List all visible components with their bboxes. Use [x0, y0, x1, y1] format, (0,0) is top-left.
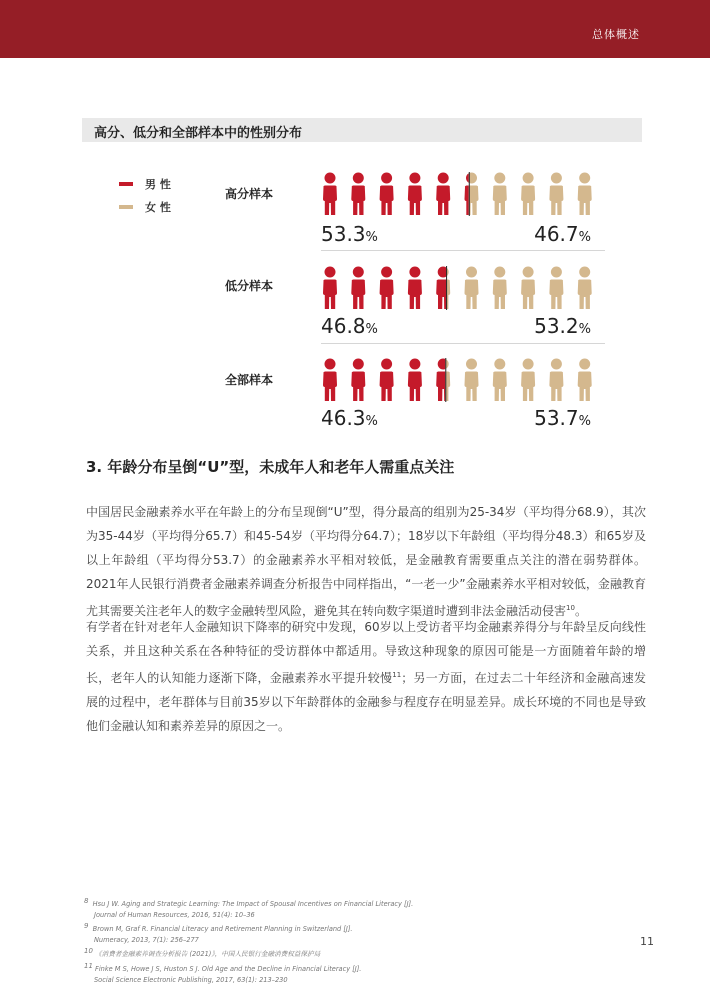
female-percent: 53.2%: [534, 314, 591, 338]
people-icons: [321, 358, 605, 402]
person-icon: [436, 358, 450, 402]
legend-item-male: [119, 172, 171, 195]
footnote-9-cont: Numeracy, 2013, 7(1): 256–277: [94, 936, 199, 945]
footnote-11-cont: Social Science Electronic Publishing, 2017, 63(1): 213–230: [94, 975, 288, 984]
person-icon: [380, 359, 394, 402]
female-percent: 46.7%: [534, 222, 591, 246]
person-icon: [323, 173, 337, 216]
female-swatch: [119, 205, 133, 209]
male-swatch: [119, 182, 133, 186]
figure-title: 高分、低分和全部样本中的性别分布: [94, 126, 303, 141]
person-icon: [323, 359, 337, 402]
footnote-8-cont: Journal of Human Resources, 2016, 51(4): 10–36: [94, 911, 255, 920]
person-icon: [549, 173, 563, 216]
female-percent: 53.7%: [534, 406, 591, 430]
section-name: 总体概述: [592, 28, 640, 41]
male-percent: 46.3%: [321, 406, 378, 430]
person-icon: [323, 267, 337, 310]
person-icon: [578, 173, 592, 216]
male-percent: 46.8%: [321, 314, 378, 338]
person-icon: [436, 266, 450, 310]
person-icon: [465, 359, 479, 402]
person-icon: [549, 267, 563, 310]
person-icon: [408, 173, 422, 216]
group-label: 高分样本: [225, 187, 274, 201]
footnote-10: $^{10}$ 《消费者金融素养调查分析报告 (2021)》，中国人民银行金融消费权益保护局: [84, 947, 321, 959]
legend-label-male: 男 性: [145, 177, 171, 191]
person-icon: [521, 359, 535, 402]
person-icon: [493, 173, 507, 216]
footnotes: [84, 896, 564, 986]
footnote-ref-11[interactable]: 11: [392, 671, 402, 679]
person-icon: [436, 173, 450, 216]
group-low-score: [225, 266, 605, 346]
people-icons: [321, 266, 605, 310]
person-icon: [493, 359, 507, 402]
male-percent: 53.3%: [321, 222, 378, 246]
person-icon: [465, 267, 479, 310]
paragraph-1: 中国居民金融素养水平在年龄上的分布呈现倒“U”型，得分最高的组别为25-34岁（平均得分68.9），其次为35-44岁（平均得分65.7）和45-54岁（平均得分64.7）；18岁以下年龄组（平均得分48.3）和65岁及以上年龄组（平均得分53.7）的金融素养水平相对较低，是金融教育需要重点关注的潜在弱势群体。2021年人民银行消费者金融素养调查分析报告中同样指出，“一老一少”金融素养水平相对较低，金融教育尤其需要关注老年人的数字金融转型风险，避免其在转向数字渠道时遭到非法金融活动侵害$^{10}$。: [86, 505, 646, 618]
person-icon: [465, 172, 479, 216]
person-icon: [351, 359, 365, 402]
footnote-ref-10[interactable]: 10: [566, 604, 575, 612]
person-icon: [408, 359, 422, 402]
group-all-sample: [225, 358, 605, 438]
person-icon: [521, 267, 535, 310]
page-number: 11: [640, 935, 654, 948]
person-icon: [380, 267, 394, 310]
legend-label-female: 女 性: [145, 200, 171, 214]
group-label: 全部样本: [225, 373, 274, 387]
divider: [321, 250, 605, 251]
page-header: [0, 0, 710, 58]
person-icon: [351, 267, 365, 310]
footnote-8: $^8$ Hsu J W. Aging and Strategic Learning: The Impact of Spousal Incentives on Financial Literacy [J].: [84, 897, 414, 909]
person-icon: [578, 267, 592, 310]
section-heading: 3. 年龄分布呈倒“U”型，未成年人和老年人需重点关注: [86, 458, 455, 476]
divider: [321, 343, 605, 344]
footnote-9: $^9$ Brown M, Graf R. Financial Literacy and Retirement Planning in Switzerland [J].: [84, 922, 353, 934]
paragraph-2: 有学者在针对老年人金融知识下降率的研究中发现，60岁以上受访者平均金融素养得分与年龄呈反向线性关系，并且这种关系在各种特征的受访群体中都适用。导致这种现象的原因可能是一方面随着年龄的增长，老年人的认知能力逐渐下降，金融素养水平提升较慢$^{11}$；另一方面，在过去二十年经济和金融高速发展的过程中，老年群体与目前35岁以下年龄群体的金融参与程度存在明显差异。成长环境的不同也是导致他们金融认知和素养差异的原因之一。: [86, 620, 646, 733]
legend: [119, 172, 171, 218]
person-icon: [380, 173, 394, 216]
person-icon: [493, 267, 507, 310]
person-icon: [578, 359, 592, 402]
group-high-score: [225, 172, 605, 252]
footnote-11: $^{11}$ Finke M S, Howe J S, Huston S J. Old Age and the Decline in Financial Literacy [J].: [84, 961, 362, 973]
person-icon: [521, 173, 535, 216]
person-icon: [549, 359, 563, 402]
person-icon: [351, 173, 365, 216]
person-icon: [408, 267, 422, 310]
legend-item-female: [119, 195, 171, 218]
people-icons: [321, 172, 605, 216]
group-label: 低分样本: [225, 279, 274, 293]
figure-title-bar: [82, 118, 642, 142]
